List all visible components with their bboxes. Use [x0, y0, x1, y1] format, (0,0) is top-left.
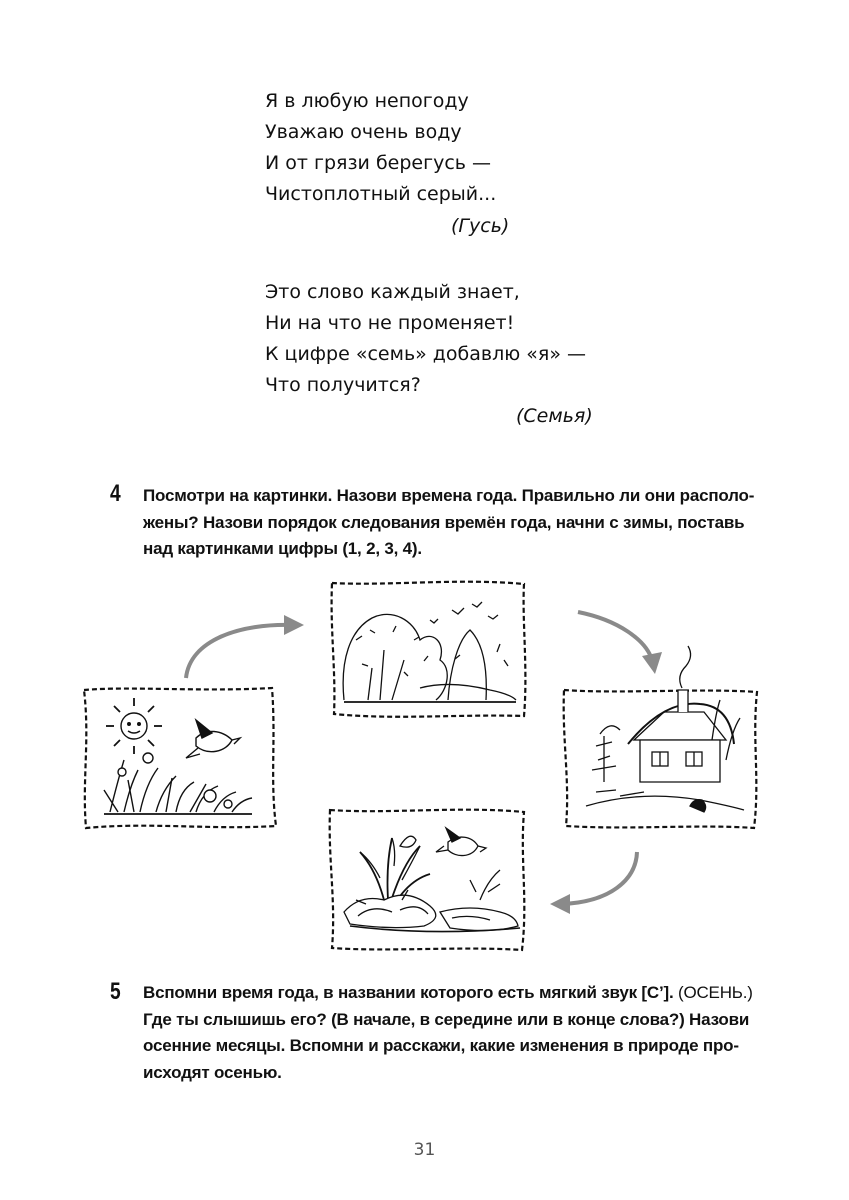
- picture-frame-spring: [330, 810, 525, 950]
- picture-frame-summer: [84, 688, 276, 828]
- riddle-line: Уважаю очень воду: [265, 121, 462, 143]
- riddle-line: Чистоплотный серый...: [265, 183, 497, 205]
- riddle-1-answer: (Гусь): [451, 215, 510, 237]
- arrow-icon: [550, 852, 637, 914]
- task-5-answer: (ОСЕНЬ.): [673, 983, 753, 1002]
- task-5-text: [143, 980, 783, 1086]
- riddle-line: Что получится?: [265, 374, 421, 396]
- task-5-line: [143, 980, 783, 1007]
- task-5-line: осенние месяцы. Вспомни и расскажи, какие изменения в природе про-: [143, 1036, 739, 1055]
- riddle-line: Это слово каждый знает,: [265, 281, 520, 303]
- autumn-picture: [343, 602, 516, 702]
- task-4-line: Посмотри на картинки. Назови времена года. Правильно ли они располо-: [143, 486, 755, 505]
- page-number: 31: [413, 1140, 436, 1160]
- riddle-line: Я в любую непогоду: [265, 90, 469, 112]
- riddle-2-answer: (Семья): [516, 405, 593, 427]
- task-5-line: исходят осенью.: [143, 1062, 282, 1082]
- summer-picture: [104, 698, 252, 814]
- riddle-line: И от грязи берегусь —: [265, 152, 492, 174]
- winter-picture: [586, 646, 744, 812]
- riddle-line: Ни на что не променяет!: [265, 312, 515, 334]
- riddle-line: К цифре «семь» добавлю «я» —: [265, 343, 587, 365]
- spring-picture: [344, 828, 520, 932]
- arrow-icon: [186, 615, 304, 678]
- task-5-number: 5: [110, 978, 121, 1005]
- task-5-question: Вспомни время года, в названии которого есть мягкий звук [С’].: [143, 983, 674, 1002]
- task-4-line: над картинками цифры (1, 2, 3, 4).: [143, 539, 422, 558]
- task-5-line: Где ты слышишь его? (В начале, в середине или в конце слова?) Назови: [143, 1009, 750, 1029]
- arrow-icon: [578, 612, 662, 674]
- task-4-number: 4: [110, 480, 121, 507]
- task-4-line: жены? Назови порядок следования времён года, начни с зимы, поставь: [143, 512, 745, 532]
